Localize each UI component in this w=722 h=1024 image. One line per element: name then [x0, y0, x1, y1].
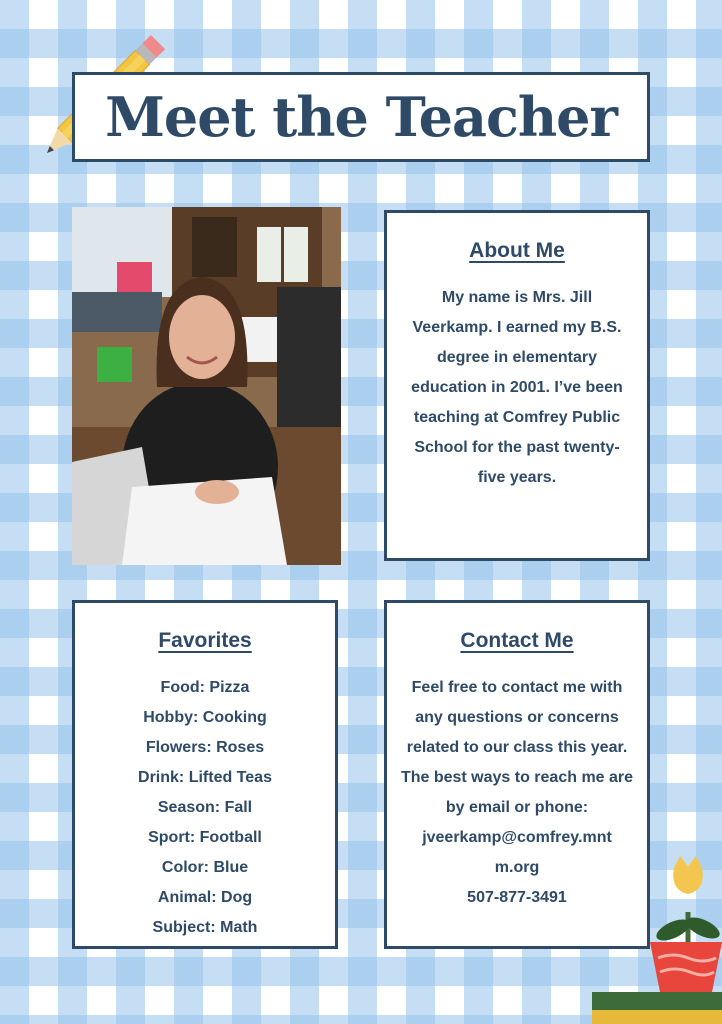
about-me-heading: About Me: [469, 239, 565, 262]
favorite-item: Flowers: Roses: [145, 739, 265, 756]
contact-me-text: Feel free to contact me with any questions or concerns related to our class this year. The best ways to reach me are by email or phone:: [400, 679, 634, 816]
favorite-item: Animal: Dog: [157, 889, 253, 906]
favorite-item: Color: Blue: [161, 859, 249, 876]
favorites-list: [85, 673, 325, 943]
favorites-heading: Favorites: [158, 629, 252, 652]
flower-pot-icon: [588, 850, 722, 1024]
contact-phone[interactable]: 507-877-3491: [467, 889, 567, 906]
contact-me-heading: Contact Me: [460, 629, 574, 652]
favorites-card: [72, 600, 338, 949]
about-me-card: [384, 210, 650, 561]
about-me-text: My name is Mrs. Jill Veerkamp. I earned my B.S. degree in elementary education in 2001. I’ve been teaching at Comfrey Public School for the past twenty-five years.: [411, 289, 623, 486]
contact-email[interactable]: jveerkamp@comfrey.mntm.org: [422, 829, 612, 876]
title-banner: [72, 72, 650, 162]
teacher-photo-illustration: [72, 207, 341, 565]
favorite-item: Hobby: Cooking: [143, 709, 267, 726]
favorite-item: Food: Pizza: [160, 679, 250, 696]
teacher-photo: [72, 207, 341, 565]
favorite-item: Sport: Football: [148, 829, 262, 846]
favorite-item: Subject: Math: [152, 919, 258, 936]
favorite-item: Season: Fall: [157, 799, 253, 816]
favorite-item: Drink: Lifted Teas: [138, 769, 272, 786]
page-title: Meet the Teacher: [105, 85, 617, 149]
